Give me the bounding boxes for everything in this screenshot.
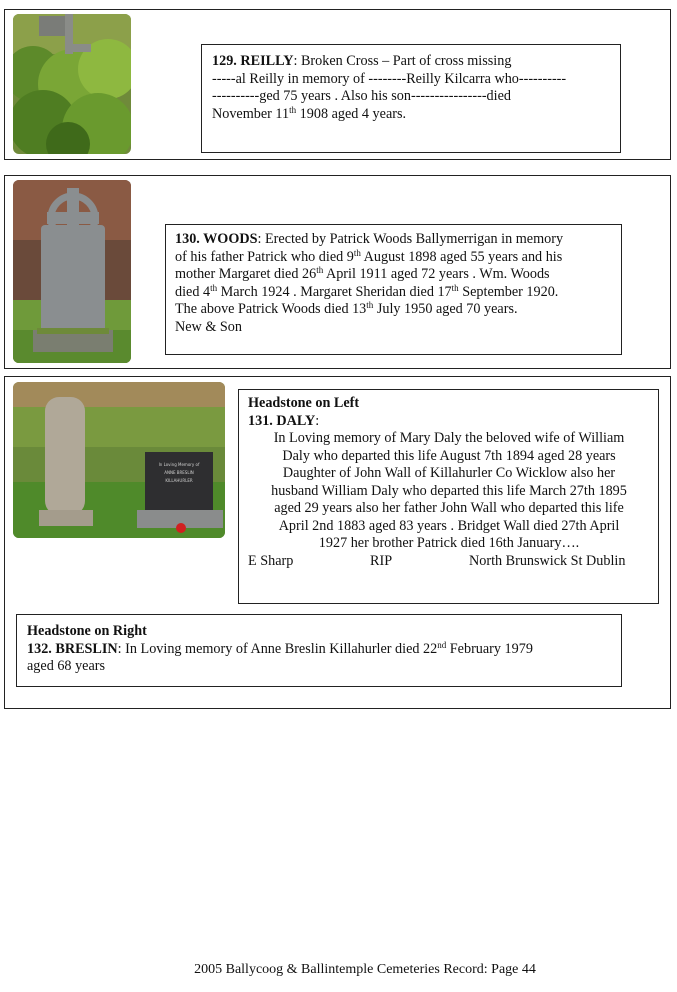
daly-text-box: [238, 389, 659, 604]
broken-cross-image: [13, 14, 131, 154]
entry-131-132-daly-breslin: [4, 376, 671, 709]
breslin-text-box: [16, 614, 622, 687]
daly-line-1: In Loving memory of Mary Daly the beloved wife of William: [273, 430, 625, 446]
daly-line-5: aged 29 years also her father John Wall who departed this life: [274, 500, 624, 516]
reilly-line-4: November 11th 1908 aged 4 years.: [212, 104, 407, 122]
daly-sig-mason: E Sharp: [248, 552, 294, 569]
celtic-cross-headstone-image: [13, 180, 131, 363]
daly-sig-rip: RIP: [370, 552, 393, 569]
daly-signature-line: [248, 553, 650, 571]
reilly-line-1: 129. REILLY: Broken Cross – Part of cross missing: [212, 53, 512, 69]
woods-heading: 130. WOODS: [175, 231, 258, 247]
woods-line-4: died 4th March 1924 . Margaret Sheridan died 17th September 1920.: [175, 282, 559, 300]
woods-line-5: The above Patrick Woods died 13th July 1950 aged 70 years.: [175, 300, 518, 317]
breslin-line-1: 132. BRESLIN: In Loving memory of Anne Breslin Killahurler died 22nd February 1979: [27, 639, 533, 657]
breslin-label: Headstone on Right: [27, 623, 147, 639]
daly-breslin-headstones-photo: [13, 382, 225, 538]
reilly-line-3: ----------ged 75 years . Also his son----------------died: [212, 88, 511, 104]
breslin-heading: 132. BRESLIN: [27, 640, 118, 657]
breslin-line-2: aged 68 years: [27, 658, 105, 674]
daly-sig-address: North Brunswick St Dublin: [469, 552, 626, 569]
woods-line-6: New & Son: [175, 318, 242, 335]
reilly-heading: 129. REILLY: [212, 53, 294, 69]
plaque-text-1: In Loving Memory of: [158, 462, 200, 467]
woods-headstone-photo: [13, 180, 131, 363]
daly-line-7: 1927 her brother Patrick died 16th January….: [318, 535, 580, 551]
woods-line-1: 130. WOODS: Erected by Patrick Woods Ballymerrigan in memory: [175, 231, 564, 247]
daly-heading-line: 131. DALY:: [248, 412, 320, 429]
woods-text-box: [165, 224, 622, 355]
reilly-line-2: -----al Reilly in memory of --------Reilly Kilcarra who----------: [212, 70, 567, 87]
page-footer: 2005 Ballycoog & Ballintemple Cemeteries Record: Page 44: [194, 962, 536, 977]
two-headstones-image: [13, 382, 225, 538]
daly-line-4: husband William Daly who departed this life March 27th 1895: [271, 482, 627, 499]
plaque-text-2: ANNE BRESLIN: [164, 470, 194, 475]
daly-line-3: Daughter of John Wall of Killahurler Co Wicklow also her: [282, 465, 616, 481]
broken-cross-photo: [13, 14, 131, 154]
daly-line-6: April 2nd 1883 aged 83 years . Bridget Wall died 27th April: [278, 517, 620, 534]
woods-line-2: of his father Patrick who died 9th August 1898 aged 55 years and his: [175, 247, 563, 265]
woods-line-3: mother Margaret died 26th April 1911 aged 72 years . Wm. Woods: [175, 265, 550, 282]
reilly-text-box: [201, 44, 621, 153]
entry-130-woods: [4, 175, 671, 369]
daly-heading: 131. DALY: [248, 412, 316, 429]
daly-label: Headstone on Left: [248, 395, 360, 411]
daly-line-2: Daly who departed this life August 7th 1894 aged 28 years: [282, 447, 616, 464]
plaque-text-3: KILLAHURLER: [165, 478, 193, 483]
entry-129-reilly: [4, 9, 671, 160]
